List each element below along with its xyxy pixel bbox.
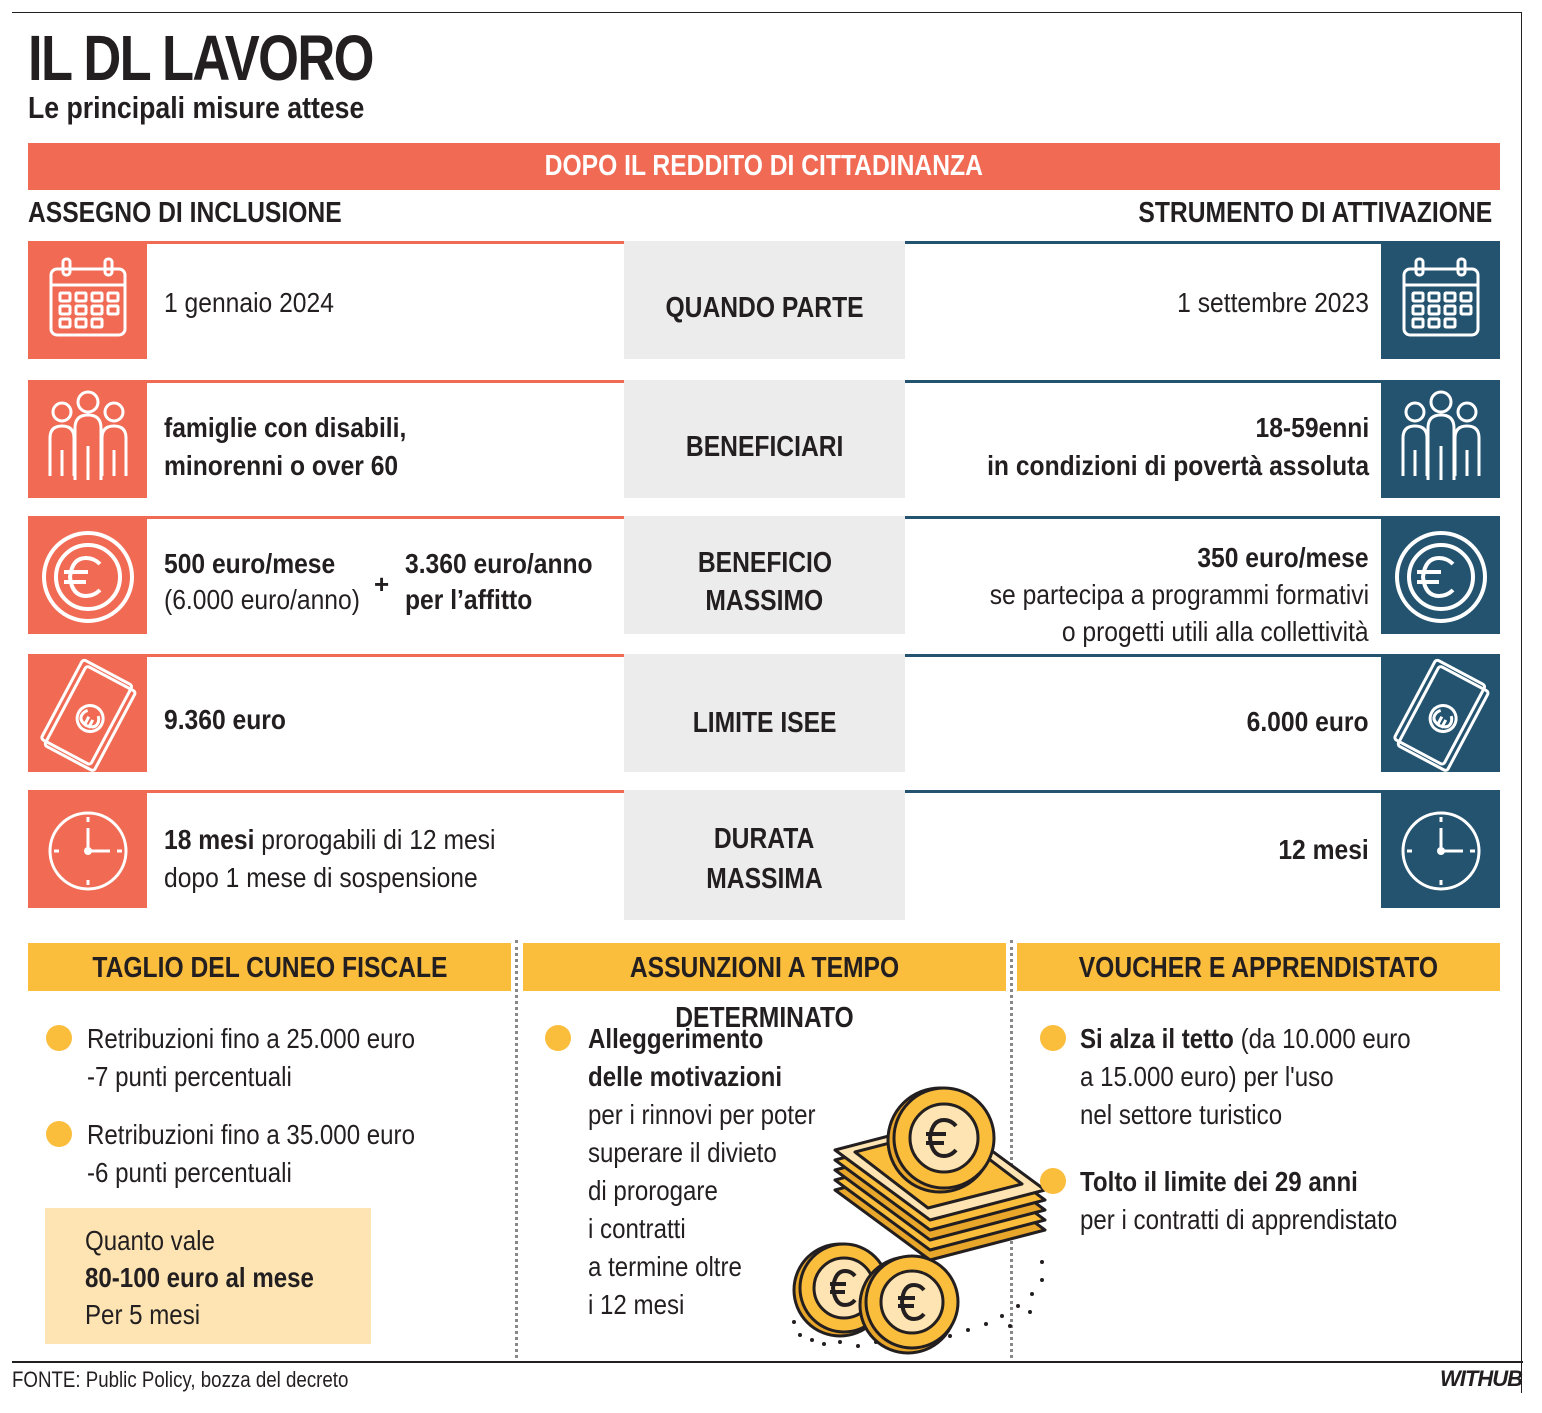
beneficiaries-right-line1: 18-59enni [1255,412,1369,443]
benefit-right-line2: se partecipa a programmi formativi [989,579,1369,610]
page-title: IL DL LAVORO [28,22,373,94]
row-label-cell [624,241,905,359]
beneficiaries-left-line2: minorenni o over 60 [164,450,399,481]
row-quando-parte [28,241,1500,359]
voucher-item1-rest: (da 10.000 euro [1233,1023,1411,1054]
voucher-item1-line1 [1080,1020,1411,1058]
people-icon [28,380,147,498]
euro-coin-icon [1381,516,1500,634]
section-title: TAGLIO DEL CUNEO FISCALE [91,952,448,984]
duration-left-line1 [164,821,495,859]
right-cell [905,516,1500,647]
row-label-cell [624,516,905,634]
assunzioni-line8: i 12 mesi [588,1289,685,1320]
page-subtitle: Le principali misure attese [28,90,365,125]
duration-left-line2: dopo 1 mese di sospensione [164,862,478,893]
people-icon [1381,380,1500,498]
assunzioni-line5: di prorogare [588,1175,718,1206]
section-header-cuneo [28,943,511,991]
duration-left-bold: 18 mesi [164,824,255,855]
row-durata-massima [28,790,1500,908]
calendar-icon [28,241,147,359]
clock-icon [1381,790,1500,908]
benefit-left-b2: per l’affitto [405,584,533,615]
row-label: QUANDO PARTE [665,292,864,324]
row-label-cell [624,790,905,920]
euro-coin-icon [28,516,147,634]
section-header-voucher [1017,943,1500,991]
note-line1: Quanto vale [85,1225,215,1256]
benefit-right-line3: o progetti utili alla collettività [1062,616,1369,647]
footer-divider [12,1361,1523,1363]
assunzioni-bold-line1: Alleggerimento [588,1023,764,1054]
right-cell [905,654,1500,772]
banknote-icon [1381,654,1500,772]
column-divider [515,940,518,1358]
voucher-item1-line2: a 15.000 euro) per l'uso [1080,1061,1334,1092]
section-title: VOUCHER E APPRENDISTATO [1078,952,1439,984]
start-date-left: 1 gennaio 2024 [164,287,334,318]
cuneo-item2-line1: Retribuzioni fino a 35.000 euro [87,1119,415,1150]
right-cell [905,790,1500,908]
column-header-left: ASSEGNO DI INCLUSIONE [28,197,342,229]
row-label: LIMITE ISEE [692,707,837,739]
right-cell [905,241,1500,359]
right-cell [905,380,1500,498]
source-note: FONTE: Public Policy, bozza del decreto [12,1367,349,1392]
bullet-dot [46,1121,72,1147]
left-cell [28,241,624,359]
column-header-right: STRUMENTO DI ATTIVAZIONE [1138,197,1492,229]
note-line3: Per 5 mesi [85,1299,201,1330]
duration-left-rest: prorogabili di 12 mesi [254,824,496,855]
assunzioni-line6: i contratti [588,1213,686,1244]
row-label: BENEFICIARI [685,431,844,463]
value-note-box [45,1208,371,1344]
coins-cash-illustration [780,1080,1050,1360]
row-label-cell [624,380,905,498]
start-date-right: 1 settembre 2023 [1177,287,1369,318]
voucher-item2-bold: Tolto il limite dei 29 anni [1080,1166,1358,1197]
row-limite-isee [28,654,1500,772]
row-label-line2: MASSIMO [705,585,824,617]
cuneo-item1-line2: -7 punti percentuali [87,1061,292,1092]
row-label-line2: MASSIMA [706,863,823,895]
benefit-left-b1: 3.360 euro/anno [405,548,593,579]
section-banner [28,143,1500,190]
banknote-icon [28,654,147,772]
note-line2: 80-100 euro al mese [85,1262,314,1293]
assunzioni-line7: a termine oltre [588,1251,742,1282]
voucher-item1-line3: nel settore turistico [1080,1099,1283,1130]
row-label-line1: DURATA [714,823,815,855]
section-title: ASSUNZIONI A TEMPO DETERMINATO [629,952,900,1034]
isee-left: 9.360 euro [164,704,286,735]
left-cell [28,516,624,634]
left-cell [28,790,624,908]
beneficiaries-left-line1: famiglie con disabili, [164,412,407,443]
cuneo-item2-line2: -6 punti percentuali [87,1157,292,1188]
benefit-right-line1: 350 euro/mese [1197,542,1369,573]
left-cell [28,380,624,498]
brand-logo: WITHUB [1440,1366,1522,1391]
assunzioni-bold-line2: delle motivazioni [588,1061,783,1092]
bullet-dot [1040,1168,1066,1194]
row-label-line1: BENEFICIO [697,547,832,579]
voucher-item2-line2: per i contratti di apprendistato [1080,1204,1398,1235]
benefit-left-a2: (6.000 euro/anno) [164,584,360,615]
section-header-assunzioni [523,943,1006,1034]
plus-sign: + [374,569,390,599]
assunzioni-line4: superare il divieto [588,1137,777,1168]
row-beneficio-massimo [28,516,1500,647]
clock-icon [28,790,147,908]
assunzioni-line3: per i rinnovi per poter [588,1099,816,1130]
benefit-left-a1: 500 euro/mese [164,548,336,579]
bullet-dot [46,1025,72,1051]
cuneo-item1-line1: Retribuzioni fino a 25.000 euro [87,1023,415,1054]
isee-right: 6.000 euro [1247,706,1369,737]
calendar-icon [1381,241,1500,359]
bullet-dot [545,1025,571,1051]
left-cell [28,654,624,772]
beneficiaries-right-line2: in condizioni di povertà assoluta [987,450,1369,481]
bullet-dot [1040,1025,1066,1051]
row-beneficiari [28,380,1500,498]
row-label-cell [624,654,905,772]
voucher-item1-bold: Si alza il tetto [1080,1023,1234,1054]
banner-text: DOPO IL REDDITO DI CITTADINANZA [544,150,984,182]
duration-right: 12 mesi [1278,834,1369,865]
